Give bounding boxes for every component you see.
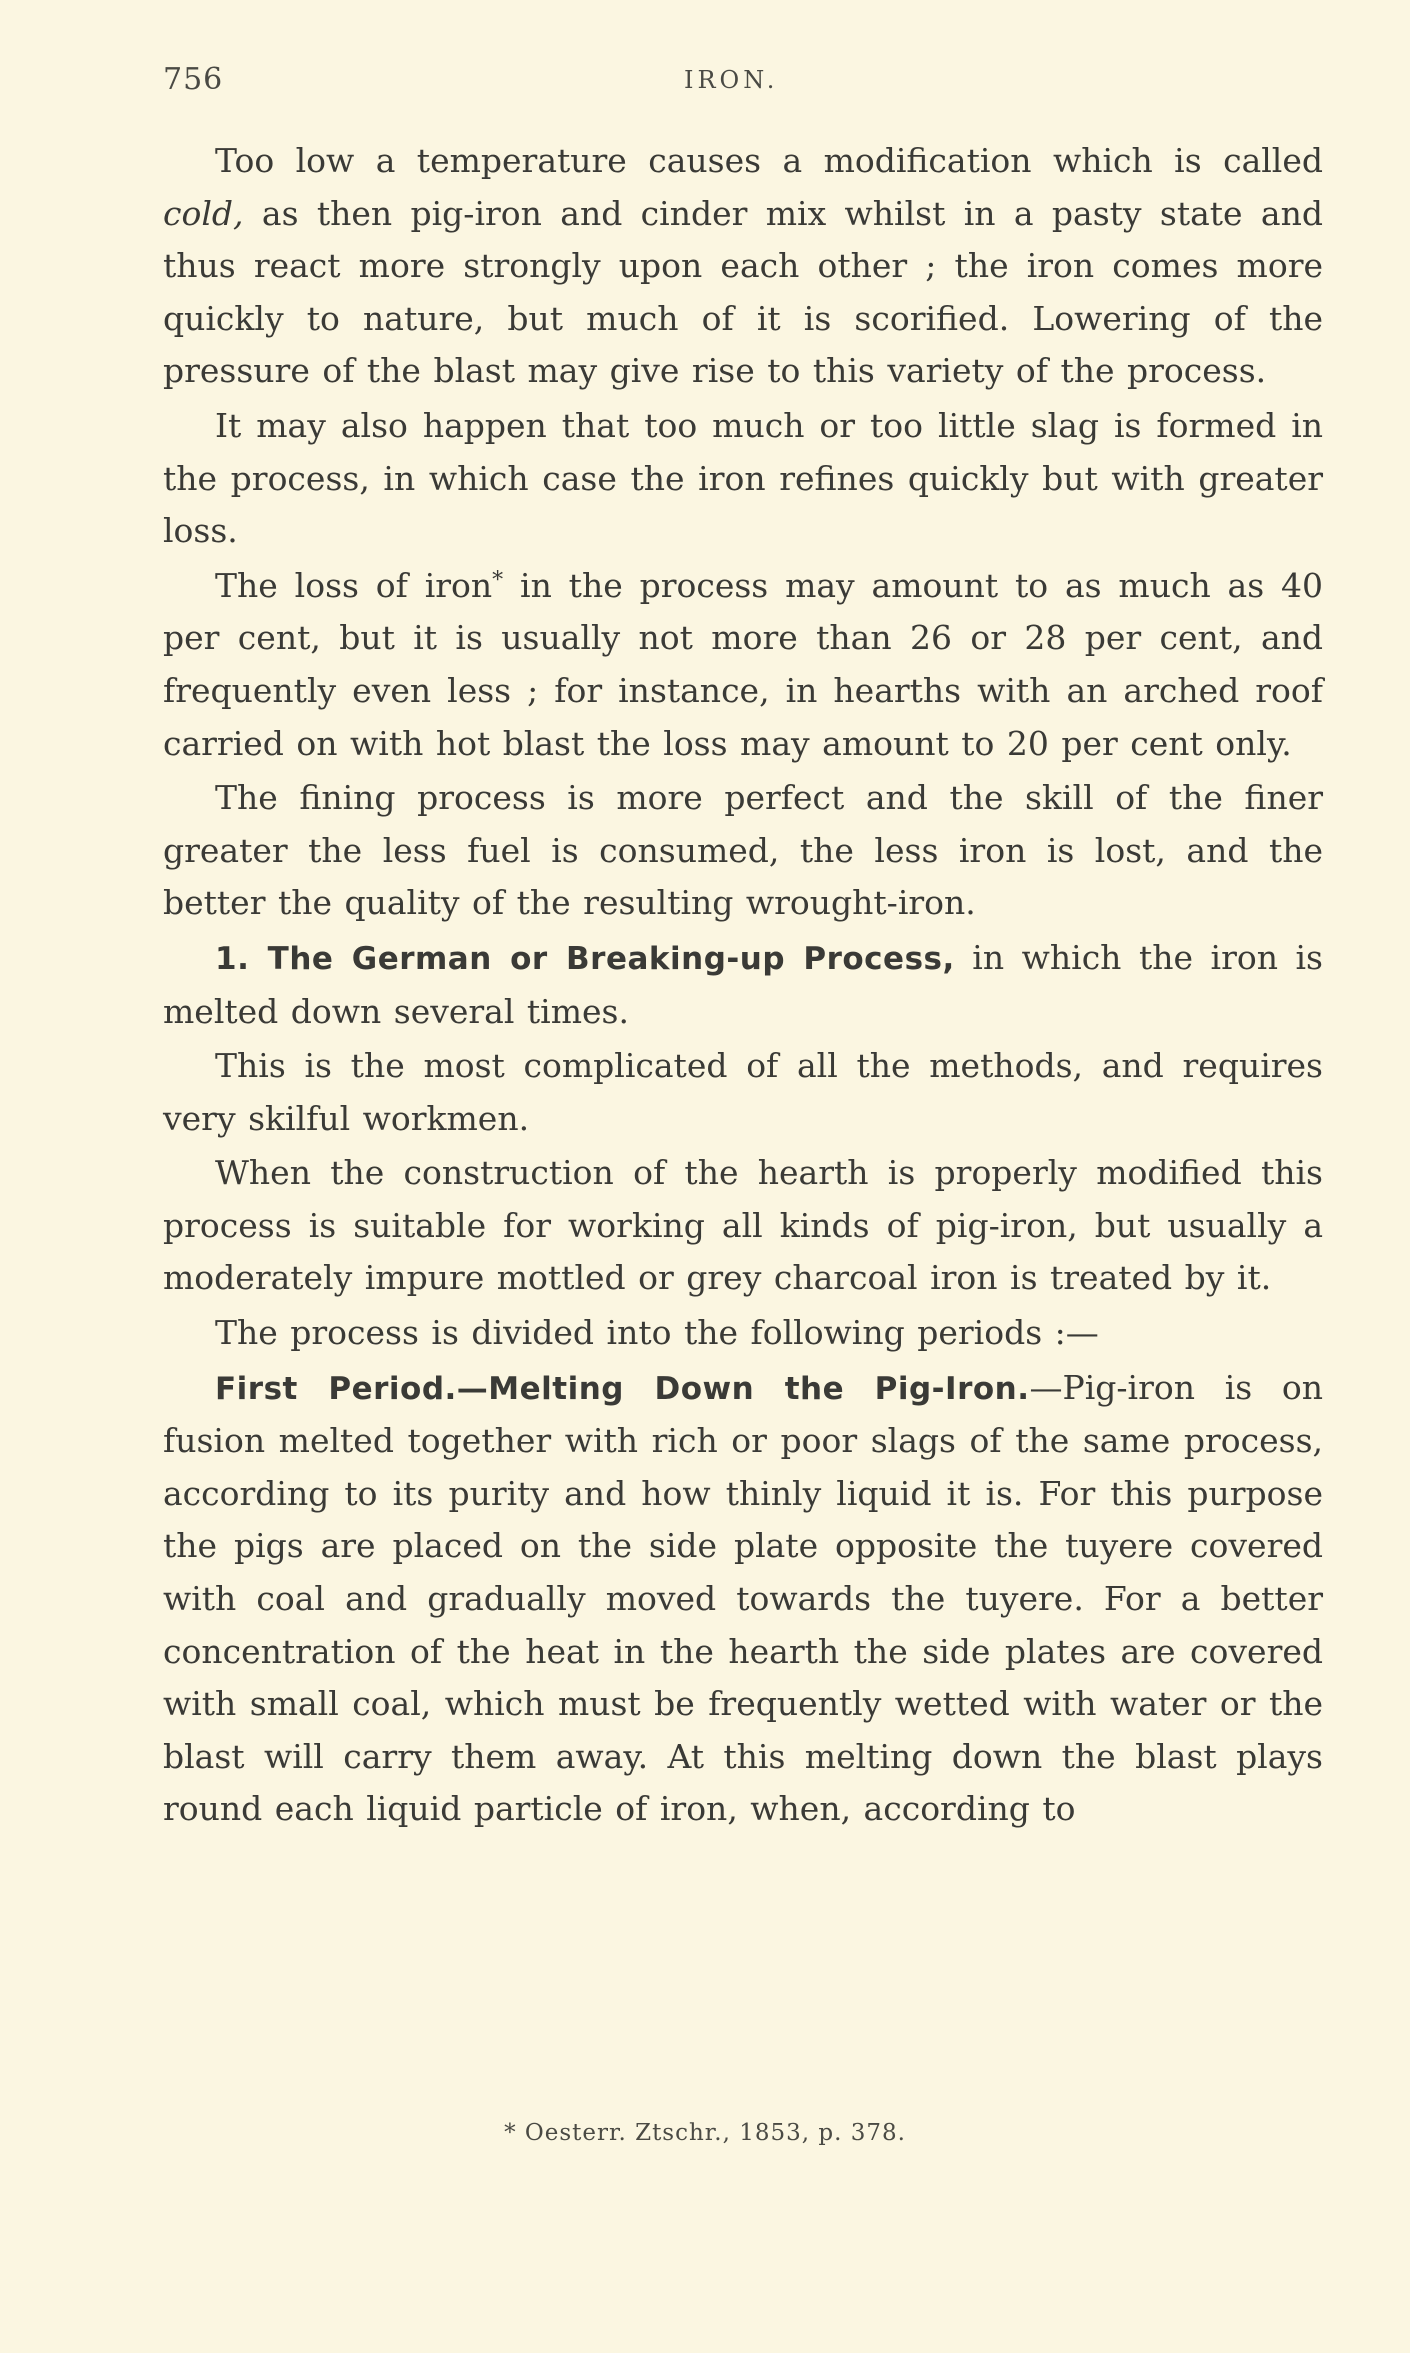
paragraph-cold-temperature xyxy=(163,135,1323,398)
page-header xyxy=(163,62,1323,106)
footnote-marker: * xyxy=(492,567,504,593)
paragraph-slag: It may also happen that too much or too little slag is formed in the process, in which case the iron refines quickly but with greater loss. xyxy=(163,405,1323,551)
paragraph-iron-loss xyxy=(163,560,1323,770)
paragraph-text: The loss of iron xyxy=(215,565,493,605)
paragraph-text: in the process may amount to as much as 40 per cent, but it is usually not more than 26 or 28 per cent, and frequently even less ; for instance, in hearths with an arched roof carried on with hot blast the loss may amount to 20 per cent only. xyxy=(163,565,1323,763)
running-title: IRON. xyxy=(684,66,779,94)
paragraph-text: Too low a temperature causes a modification which is called xyxy=(215,141,1323,180)
paragraph-german-process xyxy=(163,932,1323,1038)
footnote: * Oesterr. Ztschr., 1853, p. 378. xyxy=(504,2120,906,2146)
body-text xyxy=(163,135,1323,1838)
paragraph-first-period xyxy=(163,1362,1323,1836)
section-heading: 1. The German or Breaking-up Process, xyxy=(215,940,955,977)
paragraph-text: —Pig-iron is on fusion melted together with rich or poor slags of the same process, according to its purity and how thinly liquid it is. For this purpose the pigs are placed on the side plate opposite the tuyere covered with coal and gradually moved towards the tuyere. For a better concentration of the heat in the hearth the side plates are covered with small coal, which must be frequently wetted with water or the blast will carry them away. At this melting down the blast plays round each liquid particle of iron, when, according to xyxy=(163,1367,1324,1829)
page-number: 756 xyxy=(163,62,224,97)
paragraph-fining: The fining process is more perfect and the skill of the finer greater the less fuel is consumed, the less iron is lost, and the better the quality of the resulting wrought-iron. xyxy=(163,778,1323,923)
paragraph-periods: The process is divided into the following periods :— xyxy=(215,1313,1099,1353)
paragraph-text: as then pig-iron and cinder mix whilst in a pasty state and thus react more strongly upon each other ; the iron comes more quickly to nature, but much of it is scorified. Lowering of the pressure of the blast may give rise to this variety of the process. xyxy=(163,193,1323,391)
italic-term-cold: cold, xyxy=(163,193,244,233)
period-heading: First Period.—Melting Down the Pig-Iron. xyxy=(215,1370,1030,1407)
paragraph-text: in which the iron is melted down several times. xyxy=(163,937,1323,1031)
paragraph-complicated: This is the most complicated of all the methods, and requires very skilful workmen. xyxy=(163,1046,1323,1138)
paragraph-construction: When the construction of the hearth is properly modified this process is suitable for working all kinds of pig-iron, but usually a moderately impure mottled or grey charcoal iron is treated by it. xyxy=(163,1153,1323,1298)
